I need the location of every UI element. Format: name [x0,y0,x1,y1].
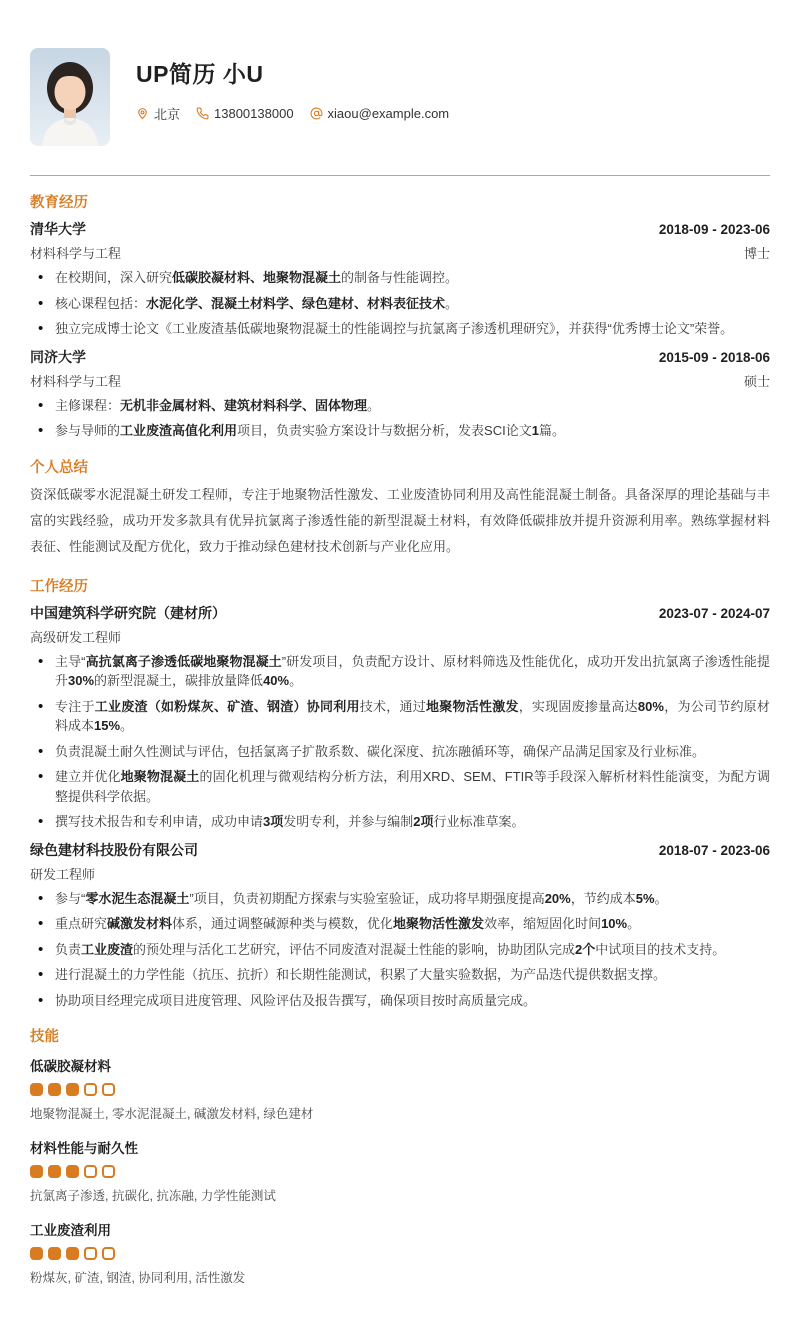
bullet-text: 的固化机理与微观结构分析方法，利用XRD、SEM、FTIR等手段深入解析材料性能演变，为配方调整提供科学依据。 [55,769,770,804]
skill-dot-filled [66,1165,79,1178]
skill-dot-filled [48,1083,61,1096]
bullet-text-bold: 低碳胶凝材料、地聚物混凝土 [172,270,342,285]
skill-name: 材料性能与耐久性 [30,1141,138,1156]
job-role: 研发工程师 [30,866,96,882]
education-section-title: 教育经历 [30,195,88,211]
bullet-text: 行业标准草案。 [433,814,525,829]
bullet-text: 。 [289,673,303,688]
bullet-item [30,767,770,806]
bullet-text: 主导“ [55,653,86,669]
summary-text: 资深低碳零水泥混凝土研发工程师，专注于地聚物活性激发、工业废渣协同利用及高性能混凝土制备。具备深厚的理论基础与丰富的实践经验，成功开发多款具有优异抗氯离子渗透性能的新型混凝土材料，有效降低碳排放并提升资源利用率。熟练掌握材料表征、性能测试及配方优化，致力于推动绿色建材技术创新与产业化应用。 [30,486,770,554]
bullet-text-bold: 1 [531,423,539,438]
skill-dot-empty [84,1083,97,1096]
bullet-text-bold: 80% [637,698,664,714]
bullet-text: 。 [654,890,668,906]
bullet-text: ，节约成本 [570,890,636,906]
education-date: 2015-09 - 2018-06 [658,349,770,365]
bullet-text-bold: 高抗氯离子渗透低碳地聚物混凝土 [85,653,282,669]
bullet-text: 项目，负责实验方案设计与数据分析，发表SCI论文 [237,423,532,438]
bullet-text-bold: 15% [94,718,121,733]
bullet-text-bold: 地聚物活性激发 [425,698,519,714]
company-name: 绿色建材科技股份有限公司 [30,841,198,858]
skill-dot-empty [84,1247,97,1260]
location-text: 北京 [154,107,181,122]
profile-photo [30,48,110,146]
skill-tags: 地聚物混凝土, 零水泥混凝土, 碱激发材料, 绿色建材 [30,1107,314,1121]
bullet-text: 的预处理与活化工艺研究，评估不同废渣对混凝土性能的影响，协助团队完成 [133,941,576,957]
summary-section [30,456,770,560]
skill-dot-filled [30,1247,43,1260]
bullet-text: 建立并优化 [55,769,121,784]
bullet-text: 的新型混凝土，碳排放量降低 [94,673,264,688]
contact-email [310,106,450,121]
bullet-item [30,697,770,736]
contact-phone [196,106,294,121]
bullet-item [30,991,770,1011]
bullet-text: 发明专利，并参与编制 [283,814,414,829]
bullet-text-bold: 5% [635,890,655,906]
bullet-text: ”项目，负责初期配方探索与实验室验证，成功将早期强度提高 [189,890,545,906]
skill-tags: 粉煤灰, 矿渣, 钢渣, 协同利用, 活性激发 [30,1271,246,1285]
at-sign-icon [310,107,323,120]
education-entry [30,347,770,441]
job-role: 高级研发工程师 [30,629,122,645]
bullet-text: ”研发项目，负责配方设计、原材料筛选及性能优化，成功开发出抗氯离子渗透性能提升 [55,653,770,688]
bullet-text-bold: 2项 [413,814,434,829]
skill-dot-empty [102,1165,115,1178]
bullet-text-bold: 碱激发材料 [107,916,173,931]
bullet-text-bold: 工业废渣高值化利用 [120,423,238,438]
bullet-text: 进行混凝土的力学性能（抗压、抗折）和长期性能测试，积累了大量实验数据，为产品迭代提供数据支撑。 [55,967,667,982]
bullet-item [30,319,770,339]
bullet-text: 。 [367,397,381,413]
skill-level-dots [30,1083,770,1096]
work-entry [30,603,770,832]
bullet-text-bold: 30% [68,673,95,688]
education-entry [30,219,770,339]
bullet-text: 参与“ [55,890,86,906]
bullet-text-bold: 40% [263,673,290,688]
skill-item [30,1219,770,1286]
bullet-text: 体系，通过调整碱源种类与模数，优化 [172,916,394,931]
summary-section-title: 个人总结 [30,459,88,476]
bullet-text-bold: 地聚物活性激发 [393,916,485,931]
bullet-text-bold: 10% [601,916,628,931]
bullet-text: 主修课程： [55,397,121,413]
bullet-text: 中试项目的技术支持。 [595,941,726,957]
skill-dot-filled [30,1083,43,1096]
education-bullet-list [30,268,770,339]
work-bullet-list [30,889,770,1011]
skill-dot-filled [48,1165,61,1178]
skill-dot-filled [66,1083,79,1096]
work-entry [30,840,770,1011]
skill-item [30,1137,770,1204]
degree: 博士 [743,246,770,261]
bullet-item [30,421,770,441]
location-pin-icon [136,107,149,120]
skill-dot-empty [102,1247,115,1260]
education-bullet-list [30,396,770,441]
bullet-item [30,940,770,960]
bullet-text: 。 [120,718,134,733]
bullet-text: 核心课程包括： [55,295,147,311]
skill-item [30,1055,770,1122]
skill-name: 工业废渣利用 [30,1223,111,1238]
skill-level-dots [30,1247,770,1260]
bullet-item [30,742,770,762]
bullet-text-bold: 零水泥生态混凝土 [85,890,190,906]
bullet-text: 的制备与性能调控。 [341,270,459,285]
bullet-item [30,294,770,314]
bullet-text-bold: 2个 [575,941,596,957]
bullet-text: 。 [627,916,641,931]
bullet-item [30,914,770,934]
bullet-text-bold: 3项 [263,814,284,829]
profile-photo-illustration [30,48,110,146]
skill-level-dots [30,1165,770,1178]
bullet-text: 协助项目经理完成项目进度管理、风险评估及报告撰写，确保项目按时高质量完成。 [55,992,537,1008]
education-date: 2018-09 - 2023-06 [658,222,770,237]
resume-header [30,48,770,146]
skill-dot-filled [48,1247,61,1260]
work-bullet-list [30,652,770,832]
major: 材料科学与工程 [30,246,122,261]
work-date: 2023-07 - 2024-07 [658,605,770,621]
bullet-item [30,965,770,985]
bullet-item [30,812,770,832]
bullet-text: ，为公司节约原材料成本 [55,698,770,733]
bullet-text: 撰写技术报告和专利申请，成功申请 [55,814,264,829]
major: 材料科学与工程 [30,373,122,389]
skills-section-title: 技能 [30,1029,59,1045]
bullet-item [30,652,770,691]
bullet-text-bold: 地聚物混凝土 [120,769,200,784]
bullet-text: 在校期间，深入研究 [55,270,173,285]
skill-dot-empty [102,1083,115,1096]
work-date: 2018-07 - 2023-06 [658,842,770,858]
skills-section [30,1025,770,1286]
degree: 硕士 [743,373,770,389]
bullet-text: 参与导师的 [55,423,121,438]
school-name: 清华大学 [30,221,86,237]
bullet-text: 篇。 [538,423,565,438]
skill-tags: 抗氯离子渗透, 抗碳化, 抗冻融, 力学性能测试 [30,1189,276,1203]
bullet-text-bold: 无机非金属材料、建筑材料科学、固体物理 [120,397,368,413]
bullet-text: ，实现固废掺量高达 [518,698,638,714]
skill-name: 低碳胶凝材料 [30,1059,111,1074]
bullet-item [30,268,770,288]
bullet-text: 独立完成博士论文《工业废渣基低碳地聚物混凝土的性能调控与抗氯离子渗透机理研究》，并获得“优秀博士论文”荣誉。 [55,321,734,336]
skill-dot-filled [30,1165,43,1178]
bullet-text: 负责 [55,941,82,957]
candidate-name: UP简历 小U [136,61,264,87]
bullet-item [30,889,770,909]
bullet-text: 负责混凝土耐久性测试与评估，包括氯离子扩散系数、碳化深度、抗冻融循环等，确保产品满足国家及行业标准。 [55,743,706,759]
skill-dot-filled [66,1247,79,1260]
bullet-text-bold: 水泥化学、混凝土材料学、绿色建材、材料表征技术 [146,295,446,311]
bullet-item [30,396,770,416]
work-section [30,575,770,1011]
email-text: xiaou@example.com [327,106,450,121]
skill-dot-empty [84,1165,97,1178]
header-divider [30,175,770,176]
bullet-text: 效率，缩短固化时间 [484,916,602,931]
contact-location [136,104,180,123]
bullet-text: 重点研究 [55,916,108,931]
phone-icon [196,107,209,120]
contact-row [136,104,449,123]
bullet-text: 技术，通过 [359,698,426,714]
education-section [30,191,770,441]
school-name: 同济大学 [30,348,86,365]
bullet-text: 专注于 [55,698,95,714]
company-name: 中国建筑科学研究院（建材所） [30,604,226,621]
work-section-title: 工作经历 [30,578,88,595]
header-info [136,48,449,123]
bullet-text-bold: 工业废渣（如粉煤灰、矿渣、钢渣）协同利用 [94,698,360,714]
bullet-text-bold: 20% [544,890,571,906]
bullet-text-bold: 工业废渣 [81,941,134,957]
bullet-text: 。 [445,295,459,311]
phone-text: 13800138000 [214,106,294,121]
